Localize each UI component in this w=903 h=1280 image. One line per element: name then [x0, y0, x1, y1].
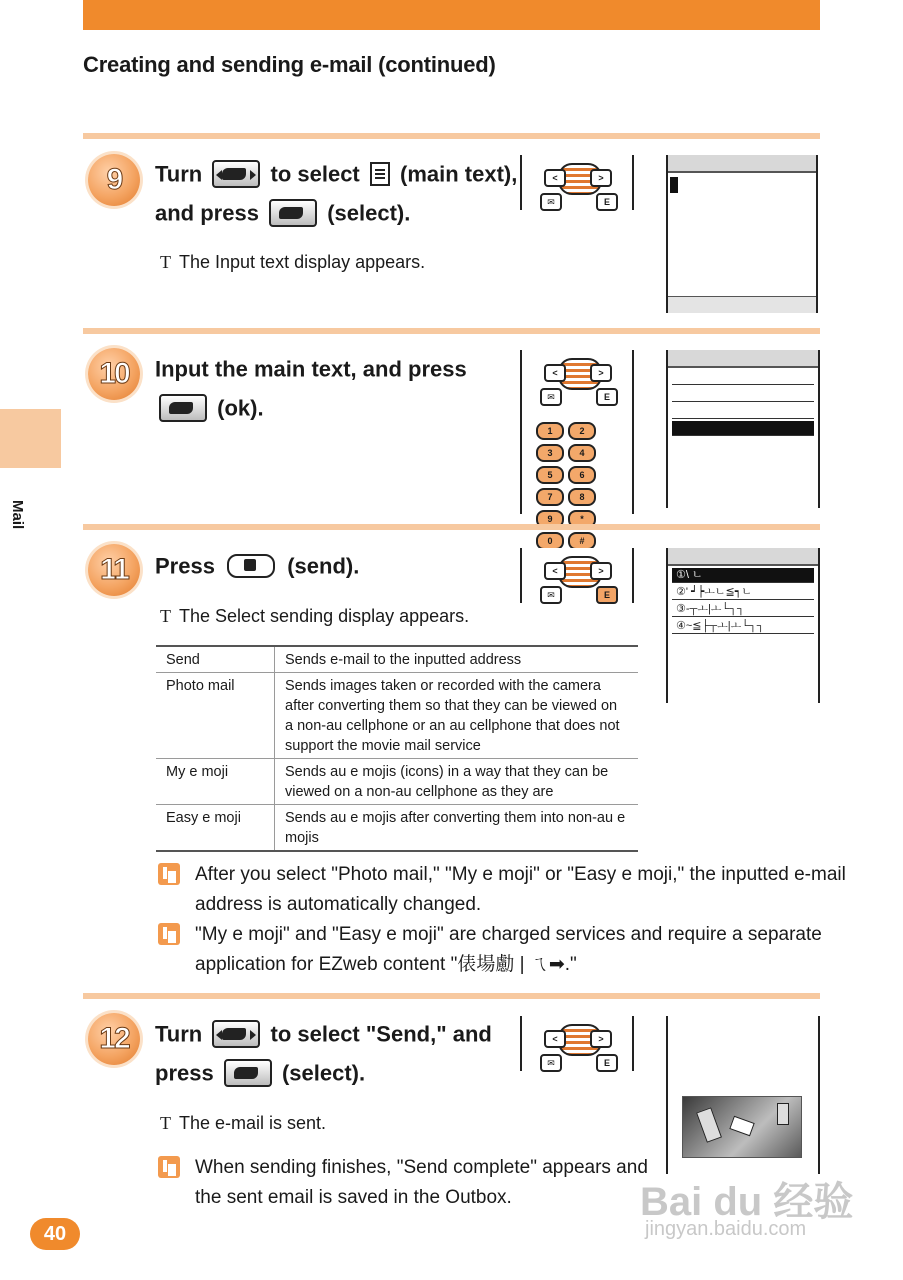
- number-keypad: 1 23 45 67 89 *0 #: [534, 420, 624, 552]
- note-line: After you select "Photo mail," "My e moji" or "Easy e moji," the inputted e-mail: [195, 864, 846, 885]
- description-line: Sends au e mojis (icons) in a way that they can be: [285, 764, 609, 780]
- description-line: Sends images taken or recorded with the camera: [285, 678, 601, 694]
- send-option-3-text: ③-┬ㅗ|ㅗ└┐┐: [676, 603, 745, 615]
- attachment-field: [672, 404, 814, 419]
- step-9-text-a: Turn: [155, 161, 203, 187]
- mail-key-icon: ✉: [540, 1054, 562, 1072]
- step-12-text-d: (select).: [281, 1060, 366, 1086]
- sending-animation-image: [682, 1096, 802, 1158]
- screen-title-bar: [668, 548, 818, 566]
- step-10-text-b: (ok).: [217, 395, 264, 421]
- memo-icon: [158, 923, 180, 945]
- send-option-1-text: ①\ ㄴ: [676, 569, 703, 581]
- step-11-text-b: (send).: [287, 553, 360, 579]
- bullet-mark: T: [160, 606, 171, 626]
- note-line: address is automatically changed.: [195, 894, 482, 915]
- send-option-2: [672, 585, 814, 600]
- bullet-text: The Select sending display appears.: [179, 606, 470, 626]
- step-11-badge: 11: [88, 544, 140, 596]
- step-12-instruction-line1: [155, 1013, 492, 1054]
- step-9-bullet: [160, 251, 425, 273]
- step-12-note: [195, 1153, 648, 1213]
- step-12-text-b: to select "Send," and: [270, 1021, 492, 1047]
- ez-key-icon: E: [596, 586, 618, 604]
- note-line: application for EZweb content "俵場勴 | ㄟ➡.": [195, 954, 577, 975]
- send-option-1: [672, 568, 814, 583]
- to-field: [672, 370, 814, 385]
- step-11-text-a: Press: [155, 553, 215, 579]
- screen-title-bar: [668, 155, 816, 173]
- step-9-keypad-illustration: [520, 155, 634, 210]
- ez-key-icon: E: [596, 388, 618, 406]
- step-12-screen: [666, 1016, 820, 1174]
- description-line: a non-au cellphone or an au cellphone that does not: [285, 718, 620, 734]
- description-line: mojis: [285, 830, 319, 846]
- mode-cell: Easy e moji: [156, 805, 275, 852]
- step-11-keypad-illustration: [520, 548, 634, 603]
- right-key-icon: >: [590, 364, 612, 382]
- screen-softkey-bar: [668, 296, 816, 313]
- step-11-divider: [83, 524, 820, 530]
- step-10-text-a: Input the main text, and press: [155, 356, 467, 382]
- table-row: [156, 673, 638, 759]
- step-10-divider: [83, 328, 820, 334]
- send-option-4-text: ④~≦├┬ㅗ|ㅗ└┐┐: [676, 620, 765, 632]
- subject-field: [672, 387, 814, 402]
- description-cell: [275, 759, 639, 805]
- step-9-badge: 9: [88, 154, 140, 206]
- step-9-text-e: (select).: [327, 200, 411, 226]
- sending-status-line: [672, 1024, 814, 1038]
- step-10-instruction-line1: [155, 348, 467, 389]
- table-row: [156, 759, 638, 805]
- mail-key-icon: ✉: [540, 193, 562, 211]
- mode-cell: Send: [156, 646, 275, 673]
- multi-selector-key-icon: [212, 1020, 260, 1048]
- description-line: viewed on a non-au cellphone as they are: [285, 784, 554, 800]
- description-line: after converting them so that they can be viewed on: [285, 698, 618, 714]
- memo-icon: [158, 863, 180, 885]
- mail-key-icon: ✉: [540, 586, 562, 604]
- note-line: When sending finishes, "Send complete" appears and: [195, 1157, 648, 1178]
- step-9-instruction-line2: [155, 192, 410, 233]
- ez-key-icon: E: [596, 1054, 618, 1072]
- phone-icon: [777, 1103, 789, 1125]
- bullet-text: The Input text display appears.: [179, 252, 426, 272]
- step-12-instruction-line2: [155, 1052, 365, 1093]
- left-key-icon: <: [544, 1030, 566, 1048]
- description-line: Sends e-mail to the inputted address: [285, 652, 522, 668]
- page-title: Creating and sending e-mail (continued): [83, 52, 496, 77]
- bullet-mark: T: [160, 252, 171, 272]
- center-key-icon: [159, 394, 207, 422]
- description-line: Sends au e mojis after converting them into non-au e: [285, 810, 626, 826]
- left-key-icon: <: [544, 562, 566, 580]
- note-line: the sent email is saved in the Outbox.: [195, 1187, 512, 1208]
- side-tab: [0, 409, 61, 468]
- step-9-text-d: and press: [155, 200, 259, 226]
- bullet-text: The e-mail is sent.: [179, 1113, 327, 1133]
- screen-title-bar: [668, 350, 818, 368]
- description-cell: [275, 673, 639, 759]
- step-11-bullet: [160, 605, 469, 627]
- table-row: [156, 805, 638, 852]
- memo-icon: [158, 1156, 180, 1178]
- step-9-text-b: to select: [270, 161, 360, 187]
- step-9-screen: [666, 155, 818, 313]
- top-orange-band: [83, 0, 820, 30]
- step-10-instruction-line2: [155, 387, 264, 428]
- side-label-mail: Mail: [9, 500, 26, 530]
- main-text-icon: [370, 162, 390, 186]
- step-11-note-2: [195, 920, 822, 980]
- send-option-4: [672, 619, 814, 634]
- text-cursor: [670, 177, 678, 193]
- right-key-icon: >: [590, 1030, 612, 1048]
- multi-selector-key-icon: [212, 160, 260, 188]
- step-12-bullet: [160, 1112, 326, 1134]
- watermark-logo: Bai du 经验: [640, 1180, 854, 1224]
- page-number: 40: [30, 1218, 80, 1250]
- step-12-divider: [83, 993, 820, 999]
- bullet-mark: T: [160, 1113, 171, 1133]
- watermark-url: jingyan.baidu.com: [645, 1218, 807, 1240]
- envelope-icon: [729, 1116, 754, 1137]
- center-key-icon: [224, 1059, 272, 1087]
- main-text-field: [672, 421, 814, 436]
- right-key-icon: >: [590, 562, 612, 580]
- mail-key-icon: ✉: [540, 388, 562, 406]
- sending-mode-table: [156, 645, 638, 852]
- mode-cell: Photo mail: [156, 673, 275, 759]
- send-option-2-text: ②' ┙┝ㅗㄴ≦┑ㄴ: [676, 586, 752, 598]
- step-12-keypad-illustration: [520, 1016, 634, 1071]
- body-preview: [672, 438, 814, 452]
- left-key-icon: <: [544, 364, 566, 382]
- step-11-instruction-line1: [155, 545, 359, 586]
- note-line: "My e moji" and "Easy e moji" are charged services and require a separate: [195, 924, 822, 945]
- send-option-3: [672, 602, 814, 617]
- step-10-badge: 10: [88, 348, 140, 400]
- step-10-keypad-illustration: [520, 350, 634, 546]
- step-12-text-c: press: [155, 1060, 214, 1086]
- step-11-screen: [666, 548, 820, 703]
- table-row: [156, 646, 638, 673]
- step-9-text-c: (main text),: [400, 161, 518, 187]
- send-key-icon: [227, 554, 275, 578]
- description-line: support the movie mail service: [285, 738, 481, 754]
- step-11-note-1: [195, 860, 846, 920]
- step-10-screen: [666, 350, 820, 508]
- phone-icon: [696, 1107, 722, 1143]
- mode-cell: My e moji: [156, 759, 275, 805]
- ez-key-icon: E: [596, 193, 618, 211]
- center-key-icon: [269, 199, 317, 227]
- step-12-badge: 12: [88, 1013, 140, 1065]
- step-9-divider: [83, 133, 820, 139]
- step-9-instruction-line1: [155, 153, 517, 194]
- step-12-text-a: Turn: [155, 1021, 203, 1047]
- sending-status-line: [672, 1040, 814, 1054]
- left-key-icon: <: [544, 169, 566, 187]
- description-cell: [275, 805, 639, 852]
- right-key-icon: >: [590, 169, 612, 187]
- description-cell: [275, 646, 639, 673]
